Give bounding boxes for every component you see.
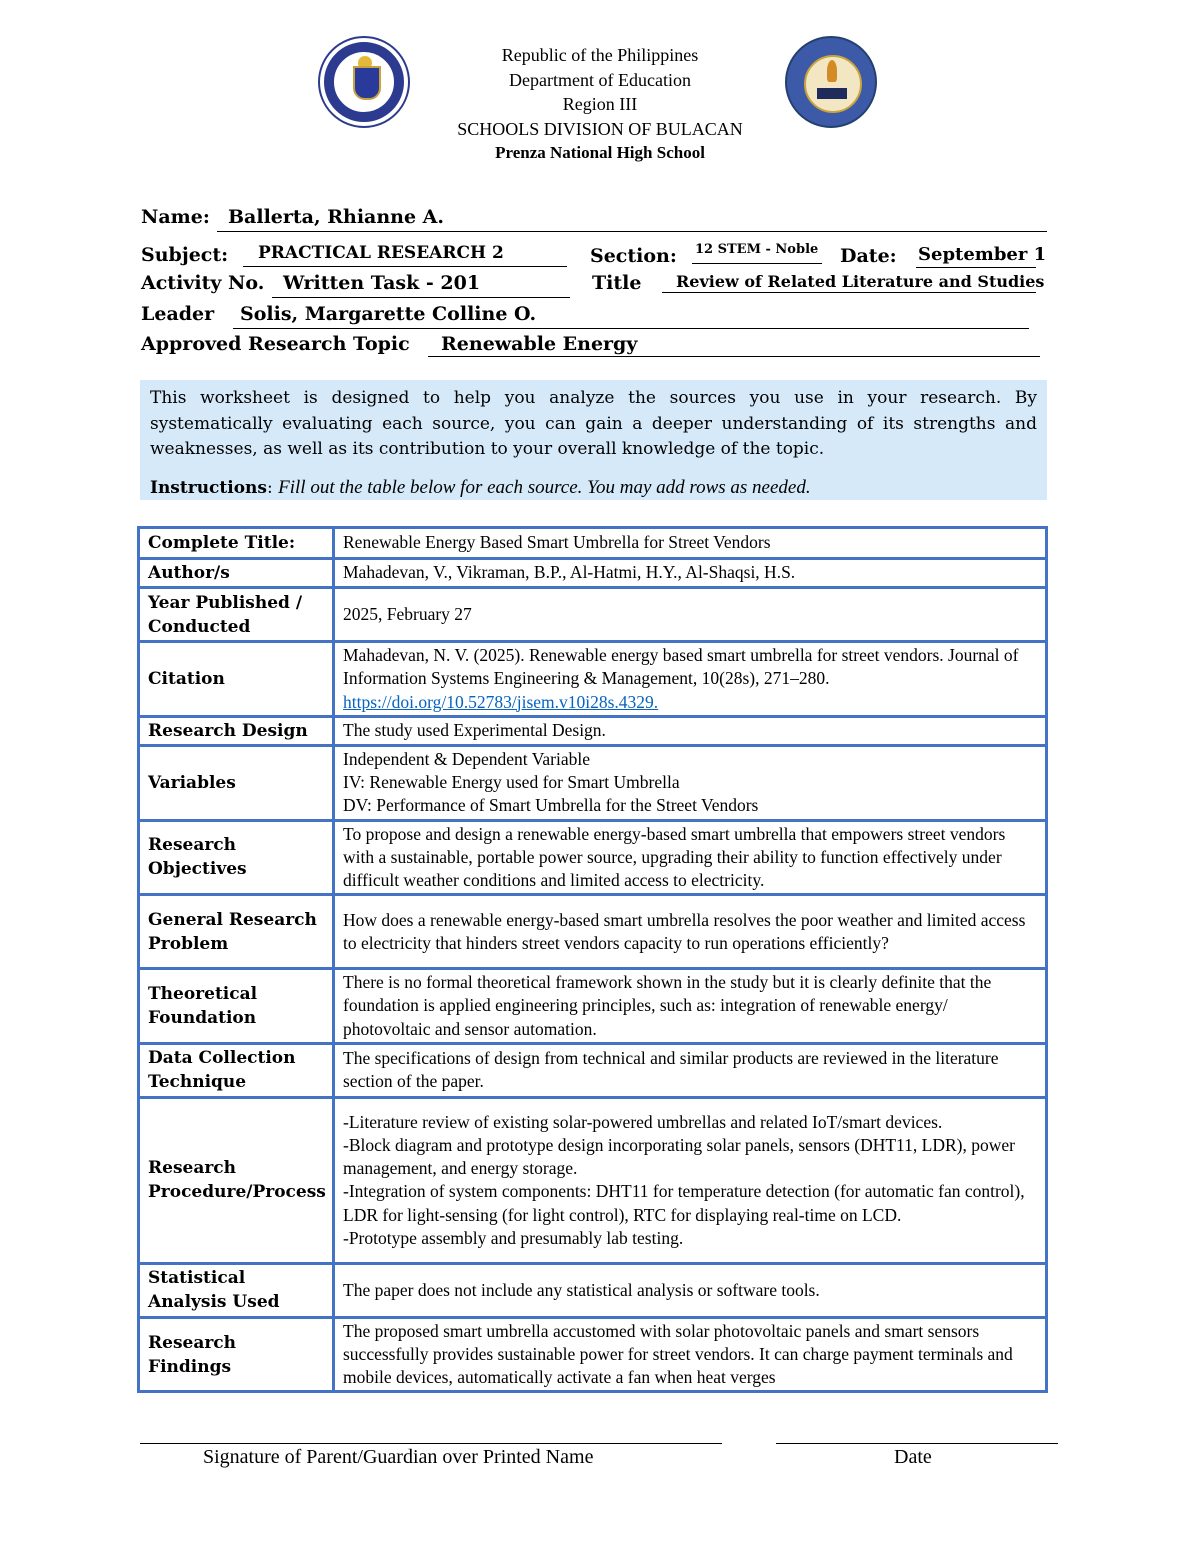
letterhead-line: Region III (562, 94, 638, 114)
table-row (139, 820, 1047, 895)
row-value: How does a renewable energy-based smart umbrella resolves the poor weather and limited access to electricity that hinders street vendors capacity to run operations efficiently? (334, 895, 1047, 969)
topic-underline (428, 356, 1040, 357)
row-key: Research Design (139, 717, 334, 746)
signature-line (140, 1443, 722, 1444)
table-row (139, 1317, 1047, 1392)
letterhead-line: Department of Education (509, 69, 691, 90)
subject-value: PRACTICAL RESEARCH 2 (258, 243, 504, 263)
leader-label: Leader (141, 303, 215, 325)
date-label: Date: (840, 245, 897, 267)
table-row (139, 1097, 1047, 1263)
row-key: Statistical Analysis Used (139, 1263, 334, 1317)
section-label: Section: (590, 245, 677, 267)
row-value: To propose and design a renewable energy-based smart umbrella that empowers street vendors with a sustainable, portable power source, upgrading their ability to function effectively under difficult weather conditions and limited access to electricity. (334, 820, 1047, 895)
variables-line: Independent & Dependent Variable (343, 749, 591, 769)
subject-label: Subject: (141, 244, 229, 266)
instructions-label: Instructions (150, 478, 267, 498)
section-value: 12 STEM - Noble (695, 242, 819, 257)
row-key: Research Procedure/Process (139, 1097, 334, 1263)
instructions: Instructions: Fill out the table below for each source. You may add rows as needed. (150, 477, 811, 498)
signature-date-label: Date (894, 1446, 932, 1468)
citation-text: Mahadevan, N. V. (2025). Renewable energy based smart umbrella for street vendors. Journal of Information Systems Engineering & Management, 10(28s), 271–280. (343, 645, 1019, 689)
date-value: September 1 (918, 244, 1047, 265)
row-value: The study used Experimental Design. (334, 717, 1047, 746)
table-row (139, 559, 1047, 588)
row-value: The paper does not include any statistical analysis or software tools. (334, 1263, 1047, 1317)
table-row (139, 1263, 1047, 1317)
table-row (139, 642, 1047, 717)
topic-value: Renewable Energy (441, 333, 638, 355)
worksheet-description: This worksheet is designed to help you analyze the sources you use in your research. By systematically evaluating each source, you can gain a deeper understanding of its strengths and weaknesses, as well as its contribution to your overall knowledge of the topic. (150, 388, 1037, 459)
row-key: Variables (139, 746, 334, 821)
row-key: Research Findings (139, 1317, 334, 1392)
row-key: Theoretical Foundation (139, 969, 334, 1044)
procedure-step: -Prototype assembly and presumably lab testing. (343, 1227, 684, 1248)
row-value: The specifications of design from technical and similar products are reviewed in the literature section of the paper. (334, 1043, 1047, 1097)
leader-value: Solis, Margarette Colline O. (240, 303, 537, 325)
variables-line: IV: Renewable Energy used for Smart Umbrella (343, 772, 680, 793)
date-underline (916, 267, 1036, 268)
row-key: General Research Problem (139, 895, 334, 969)
letterhead-line: SCHOOLS DIVISION OF BULACAN (457, 118, 743, 139)
table-row (139, 969, 1047, 1044)
table-row (139, 717, 1047, 746)
subject-underline (243, 266, 567, 267)
procedure-step: -Block diagram and prototype design incorporating solar panels, sensors (DHT11, LDR), power management, and energy storage. (343, 1134, 1015, 1179)
row-value: Renewable Energy Based Smart Umbrella for Street Vendors (334, 528, 1047, 559)
procedure-step: -Integration of system components: DHT11 for temperature detection (for automatic fan control), LDR for light-sensing (for light control), RTC for displaying real-time on LCD. (343, 1181, 1025, 1225)
table-row (139, 528, 1047, 559)
row-value: 2025, February 27 (334, 588, 1047, 642)
row-value: Mahadevan, V., Vikraman, B.P., Al-Hatmi, H.Y., Al-Shaqsi, H.S. (334, 559, 1047, 588)
name-label: Name: (141, 206, 210, 228)
topic-label: Approved Research Topic (141, 333, 410, 355)
variables-line: DV: Performance of Smart Umbrella for the Street Vendors (343, 795, 759, 816)
name-underline (217, 231, 1047, 232)
procedure-step: -Literature review of existing solar-powered umbrellas and related IoT/smart devices. (343, 1111, 943, 1132)
table-row (139, 588, 1047, 642)
worksheet-info-box (140, 380, 1047, 500)
table-row (139, 895, 1047, 969)
row-value (334, 746, 1047, 821)
letterhead (380, 43, 820, 166)
row-key: Citation (139, 642, 334, 717)
row-key: Year Published / Conducted (139, 588, 334, 642)
title-label: Title (592, 272, 642, 294)
row-key: Complete Title: (139, 528, 334, 559)
name-value: Ballerta, Rhianne A. (228, 206, 445, 228)
date-signature-line (776, 1443, 1058, 1444)
row-key: Research Objectives (139, 820, 334, 895)
table-row (139, 746, 1047, 821)
row-value (334, 642, 1047, 717)
row-value: The proposed smart umbrella accustomed with solar photovoltaic panels and smart sensors successfully provides sustainable power for street vendors. It can charge payment terminals and mobile devices, automatically activate a fan when heat verges (334, 1317, 1047, 1392)
row-value: There is no formal theoretical framework shown in the study but it is clearly definite that the foundation is applied engineering principles, such as: integration of renewable energy/ photovoltaic and sensor automation. (334, 969, 1047, 1044)
citation-doi-link[interactable]: https://doi.org/10.52783/jisem.v10i28s.4329. (343, 691, 659, 712)
row-value (334, 1097, 1047, 1263)
leader-underline (233, 328, 1029, 329)
letterhead-line: Republic of the Philippines (501, 45, 699, 65)
activity-underline (272, 297, 570, 298)
title-underline (662, 292, 1036, 293)
instructions-text: Fill out the table below for each source. You may add rows as needed. (278, 477, 811, 498)
row-key: Author/s (139, 559, 334, 588)
activity-label: Activity No. (141, 272, 265, 294)
title-value: Review of Related Literature and Studies (676, 272, 1045, 291)
row-key: Data Collection Technique (139, 1043, 334, 1097)
school-name: Prenza National High School (495, 143, 705, 162)
table-row (139, 1043, 1047, 1097)
signature-label: Signature of Parent/Guardian over Printed Name (203, 1446, 594, 1468)
section-underline (692, 263, 822, 264)
source-review-table (137, 526, 1048, 1393)
activity-value: Written Task - 201 (283, 272, 481, 294)
